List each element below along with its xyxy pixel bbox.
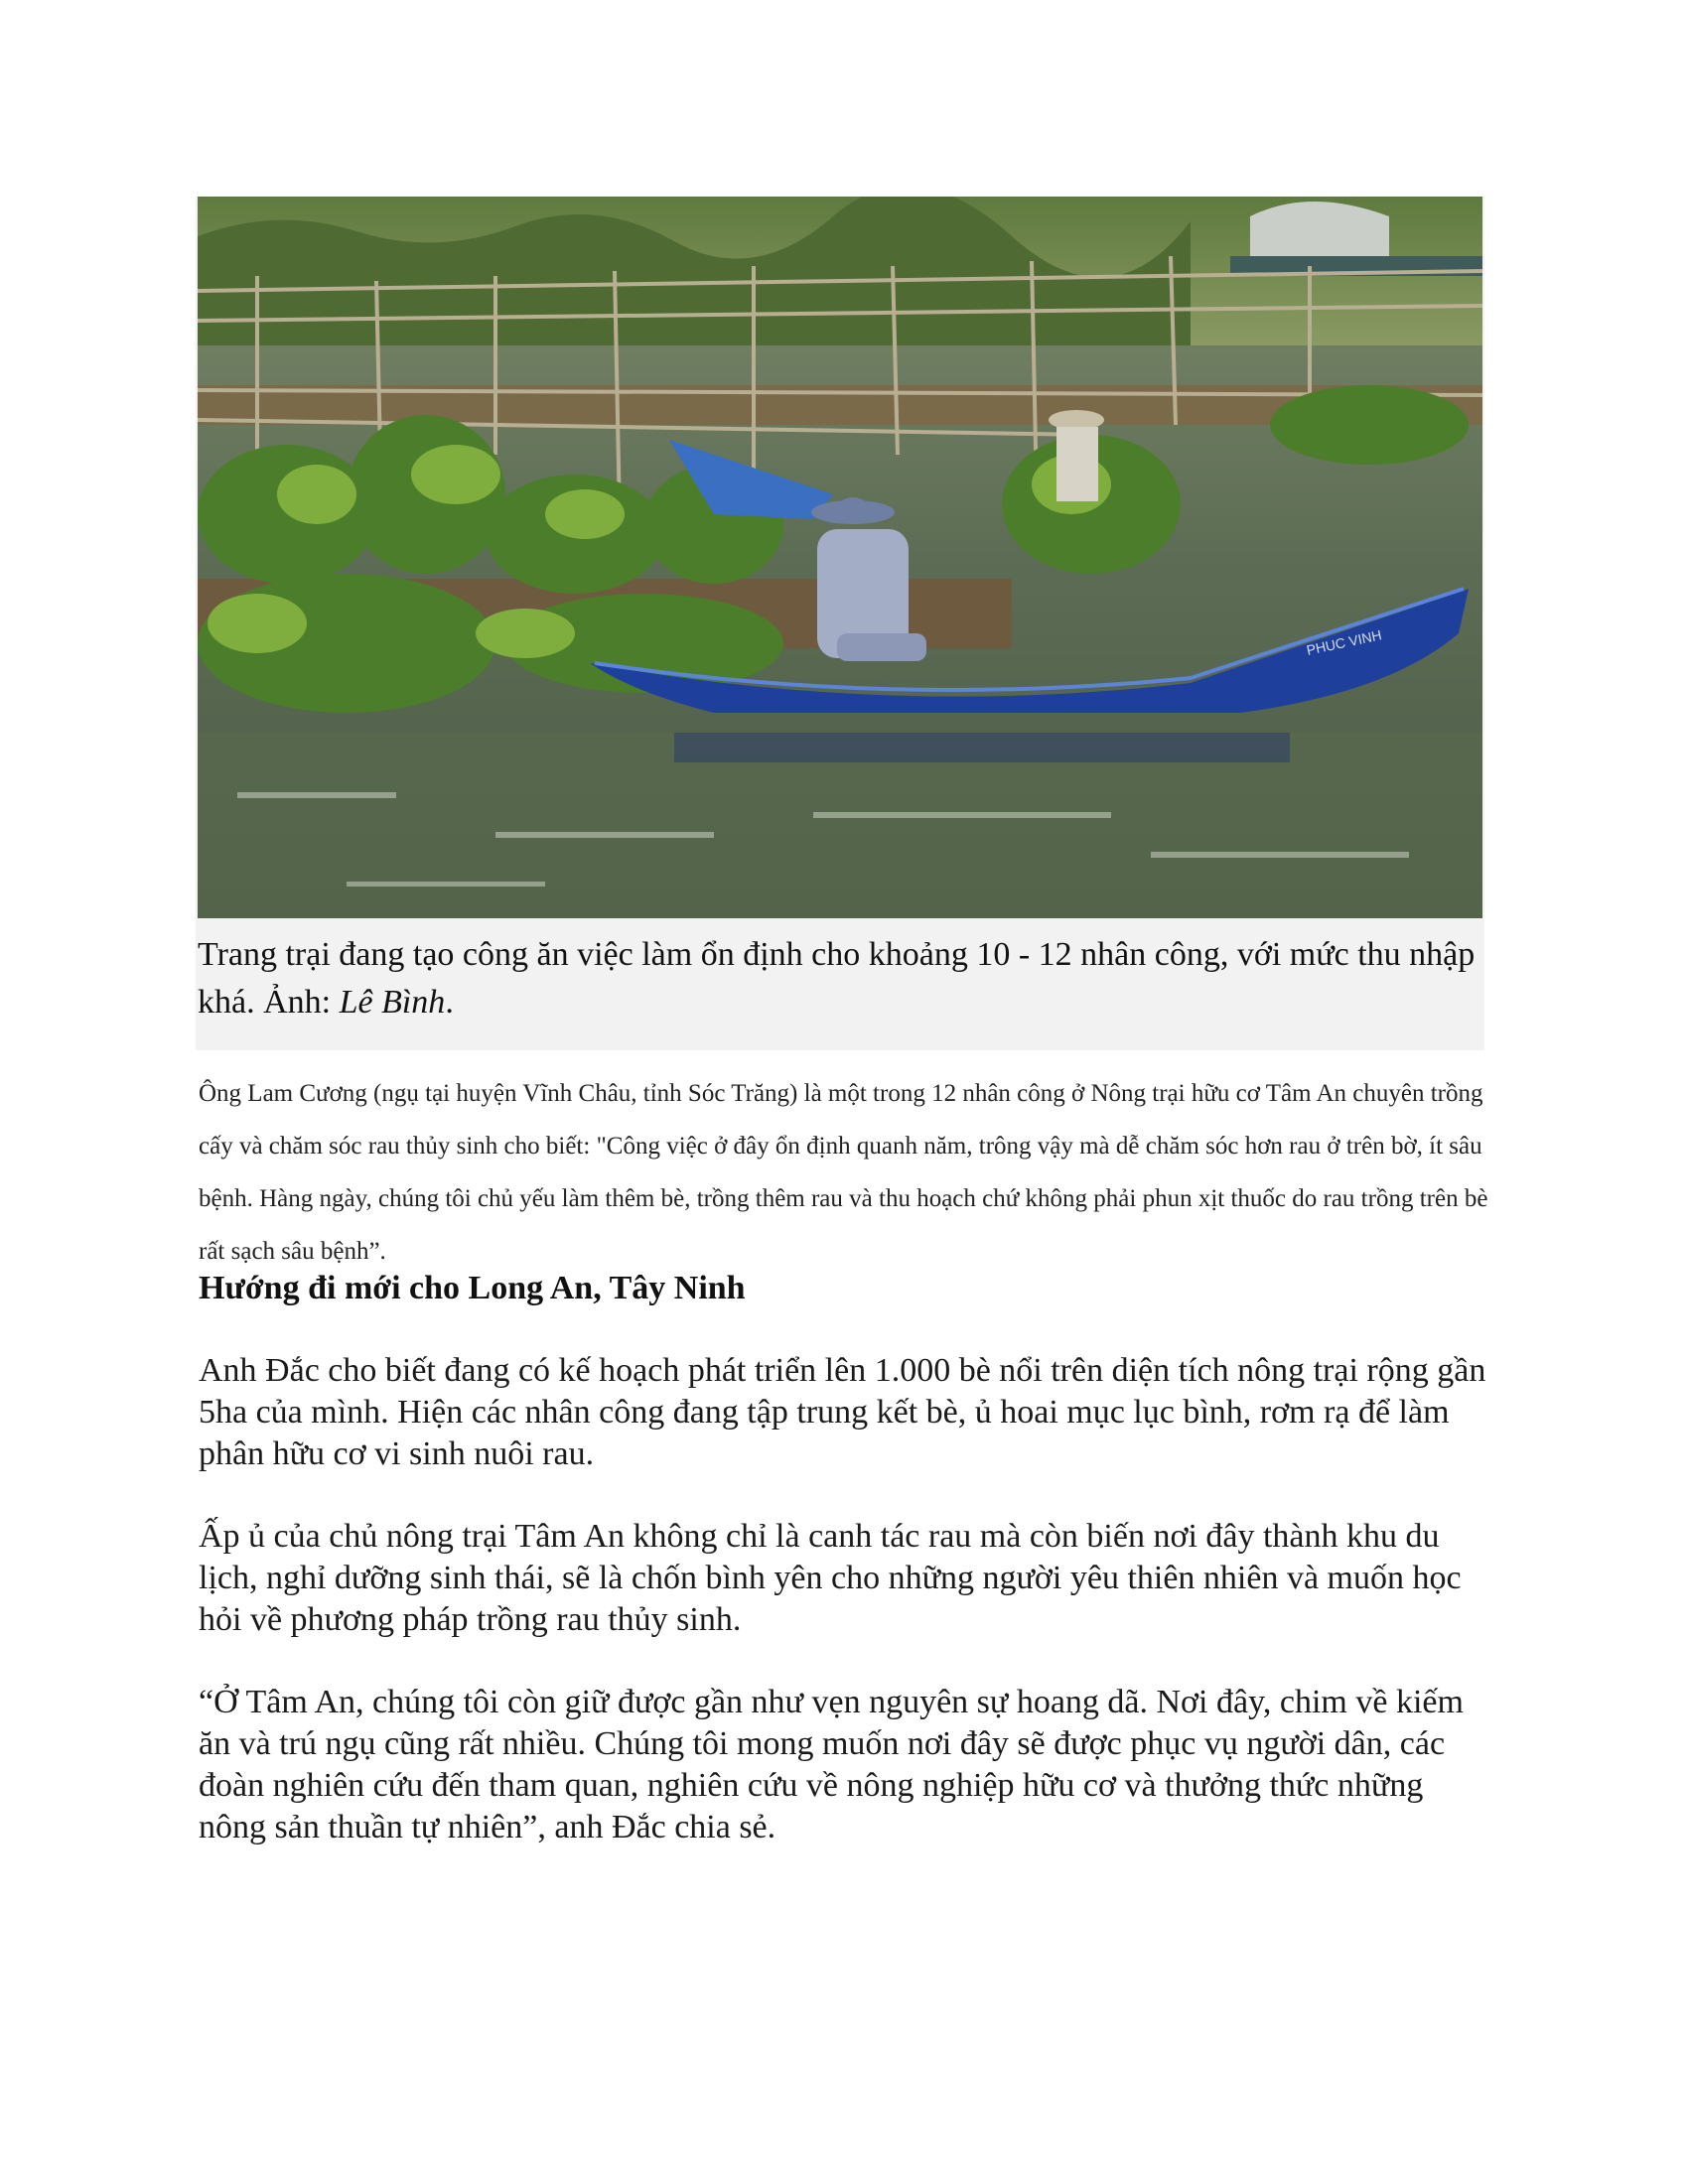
article-figure [196,197,1484,1050]
caption-end: . [445,984,454,1021]
section-heading: Hướng đi mới cho Long An, Tây Ninh [199,1270,746,1306]
body-paragraph-3: “Ở Tâm An, chúng tôi còn giữ được gần như vẹn nguyên sự hoang dã. Nơi đây, chim về kiếm ăn và trú ngụ cũng rất nhiều. Chúng tôi mong muốn nơi đây sẽ được phục vụ người dân, các đoàn nghiên cứu đến tham quan, nghiên cứu về nông nghiệp hữu cơ và thưởng thức những nông sản thuần tự nhiên”, anh Đắc chia sẻ. [199,1684,1464,1845]
body-paragraph-1: Anh Đắc cho biết đang có kế hoạch phát triển lên 1.000 bè nổi trên diện tích nông trại rộng gần 5ha của mình. Hiện các nhân công đang tập trung kết bè, ủ hoai mục lục bình, rơm rạ để làm phân hữu cơ vi sinh nuôi rau. [199,1352,1486,1472]
intro-paragraph: Ông Lam Cương (ngụ tại huyện Vĩnh Châu, tỉnh Sóc Trăng) là một trong 12 nhân công ở Nông trại hữu cơ Tâm An chuyên trồng cấy và chăm sóc rau thủy sinh cho biết: "Công việc ở đây ổn định quanh năm, trông vậy mà dễ chăm sóc hơn rau ở trên bờ, ít sâu bệnh. Hàng ngày, chúng tôi chủ yếu làm thêm bè, trồng thêm rau và thu hoạch chứ không phải phun xịt thuốc do rau trồng trên bè rất sạch sâu bệnh”. [199,1080,1488,1265]
farm-photo [198,197,1482,918]
caption-text: Trang trại đang tạo công ăn việc làm ổn định cho khoảng 10 - 12 nhân công, với mức thu nhập khá. Ảnh: [198,936,1476,1021]
caption-credit: Lê Bình [339,984,446,1021]
figure-caption [198,931,1482,1026]
farm-photo-illustration [198,197,1482,918]
body-paragraph-2: Ấp ủ của chủ nông trại Tâm An không chỉ là canh tác rau mà còn biến nơi đây thành khu du lịch, nghỉ dưỡng sinh thái, sẽ là chốn bình yên cho những người yêu thiên nhiên và muốn học hỏi về phương pháp trồng rau thủy sinh. [199,1518,1462,1638]
boat-name-text: PHUC VINH [1305,626,1383,658]
